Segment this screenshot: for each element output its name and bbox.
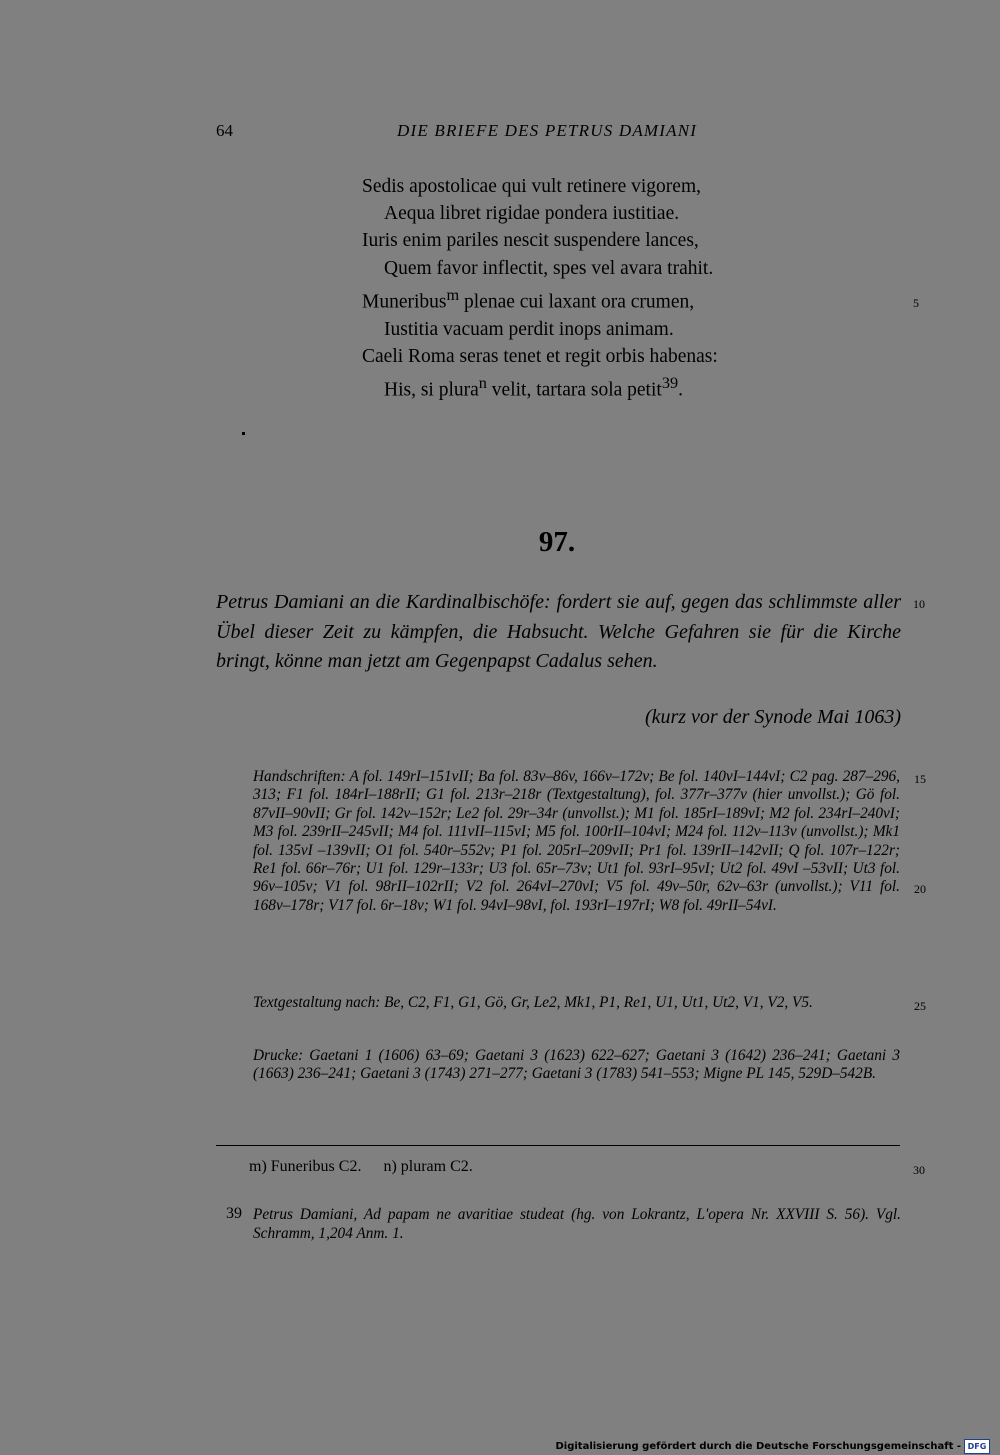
dfg-logo: DFG: [964, 1439, 990, 1454]
footnote-text: Petrus Damiani, Ad papam ne avaritiae studeat (hg. von Lokrantz, L'opera Nr. XXVIII S. 56). Vgl. Schramm, 1,204 Anm. 1.: [253, 1206, 901, 1242]
variant-note-m: m) Funeribus C2.: [249, 1158, 362, 1175]
verse-line: Sedis apostolicae qui vult retinere vigorem,: [362, 176, 701, 197]
variant-marker-n: n: [478, 373, 487, 392]
footnote-number: 39: [226, 1205, 242, 1222]
line-number: 30: [913, 1163, 925, 1177]
running-title: DIE BRIEFE DES PETRUS DAMIANI: [397, 121, 698, 140]
verse-line: Iuris enim pariles nescit suspendere lances,: [362, 230, 699, 252]
verse-line: [362, 370, 882, 404]
footnote-rule: [216, 1145, 900, 1146]
verse-line: Caeli Roma seras tenet et regit orbis habenas:: [362, 345, 718, 367]
page-number: 64: [216, 121, 233, 140]
verse-text: plenae cui laxant ora crumen,: [459, 291, 695, 313]
verse-line: Iustitia vacuam perdit inops animam.: [384, 318, 674, 340]
line-number: 5: [913, 296, 919, 310]
verse-block: [362, 173, 882, 404]
prints-list: Drucke: Gaetani 1 (1606) 63–69; Gaetani 3 (1623) 622–627; Gaetani 3 (1642) 236–241; Gaetani 3 (1663) 236–241; Gaetani 3 (1743) 271–277; Gaetani 3 (1783) 541–553; Migne PL 145, 529D–542B.: [253, 1047, 900, 1083]
line-number: 25: [914, 999, 926, 1013]
verse-text: .: [678, 379, 683, 401]
line-number: 15: [914, 772, 926, 786]
footnote-marker: 39: [661, 373, 679, 392]
manuscripts-list: Handschriften: A fol. 149rI–151vII; Ba fol. 83v–86v, 166v–172v; Be fol. 140vI–144vI; C2 pag. 287–296, 313; F1 fol. 184rI–188rII; G1 fol. 213r–218r (Textgestaltung), fol. 377r–377v (hier unvollst.); Gö fol. 87vII–90vII; Gr fol. 142v–152r; Le2 fol. 29r–34r (unvollst.); M1 fol. 185rI–189vI; M2 fol. 234rI–240vI; M3 fol. 239rII–245vII; M4 fol. 111vII–115vI; M5 fol. 100rII–104vI; M24 fol. 112v–113v (unvollst.); Mk1 fol. 135vI –139vII; O1 fol. 540r–552v; P1 fol. 205rI–209vII; Pr1 fol. 139rII–142vII; Q fol. 107r–122r; Re1 fol. 66r–76r; U1 fol. 129r–133r; U3 fol. 65r–73v; Ut1 fol. 93rI–95vI; Ut2 fol. 49vI –53vII; Ut3 fol. 96v–105v; V1 fol. 98rII–102rII; V2 fol. 264vI–270vI; V5 fol. 49v–50r, 62v–63r (unvollst.); V11 fol. 168v–178r; V17 fol. 6r–18v; W1 fol. 94vI–98vI, fol. 193rI–197rI; W8 fol. 49rII–54vI.: [253, 768, 900, 914]
stray-mark: [242, 432, 245, 435]
letter-number: 97.: [538, 526, 576, 558]
verse-line: Quem favor inflectit, spes vel avara trahit.: [384, 257, 714, 279]
variant-note-n: n) pluram C2.: [383, 1158, 473, 1175]
line-number: 20: [914, 882, 926, 896]
verse-line: [362, 282, 882, 316]
variant-notes: [249, 1158, 473, 1176]
verse-text: Muneribus: [362, 291, 447, 313]
verse-text: His, si plura: [384, 379, 479, 401]
letter-date: (kurz vor der Synode Mai 1063): [644, 706, 901, 728]
dfg-credit-text: Digitalisierung gefördert durch die Deutsche Forschungsgemeinschaft -: [555, 1441, 961, 1452]
line-number: 10: [913, 597, 925, 611]
text-basis: Textgestaltung nach: Be, C2, F1, G1, Gö, Gr, Le2, Mk1, P1, Re1, U1, Ut1, Ut2, V1, V2, V5.: [253, 994, 813, 1011]
verse-line: Aequa libret rigidae pondera iustitiae.: [384, 203, 680, 225]
verse-text: velit, tartara sola petit: [486, 379, 662, 401]
letter-regest: Petrus Damiani an die Kardinalbischöfe: fordert sie auf, gegen das schlimmste aller Übel dieser Zeit zu kämpfen, die Habsucht. Welche Gefahren sie für die Kirche bringt, könne man jetzt am Gegenpapst Cadalus sehen.: [216, 591, 901, 672]
variant-marker-m: m: [446, 285, 460, 304]
